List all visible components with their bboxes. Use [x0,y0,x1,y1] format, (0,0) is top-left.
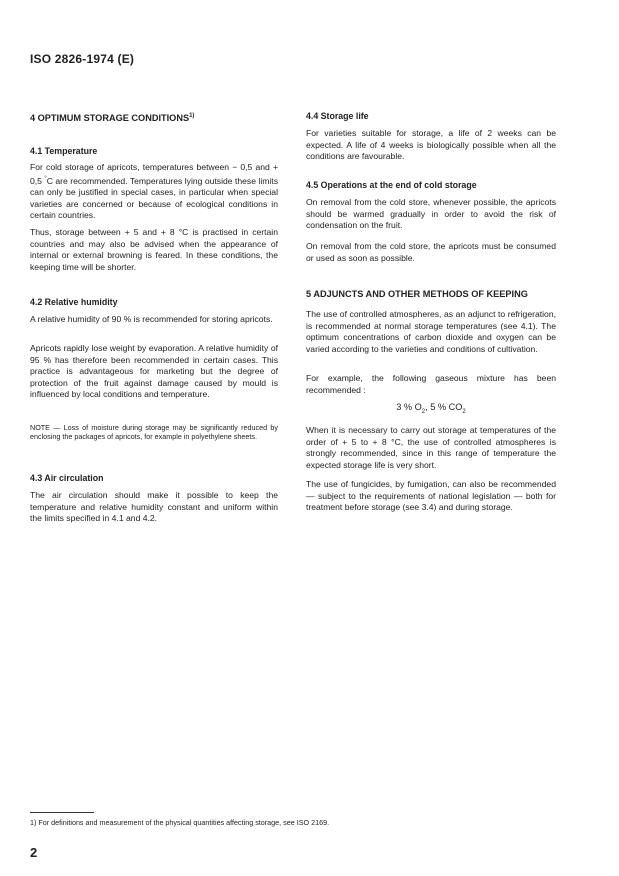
paragraph-4-1-a: For cold storage of apricots, temperatures between − 0,5 and + 0,5 °C are recommended. Temperatures lying outside these limits can only be justified in special cases, in particular when special varieties are concerned or because of ecological conditions in certain countries. [30,162,278,221]
note-4-2: NOTE — Loss of moisture during storage may be significantly reduced by enclosing the packages of apricots, for example in polyethylene sheets. [30,423,278,442]
subsection-4-4-heading: 4.4 Storage life [306,111,369,121]
paragraph-4-5-a: On removal from the cold store, whenever possible, the apricots should be warmed gradually in order to avoid the risk of condensation on the fruit. [306,197,556,231]
paragraph-4-3: The air circulation should make it possible to keep the temperature and relative humidity constant and uniform within the limits specified in 4.1 and 4.2. [30,490,278,524]
paragraph-4-2-a: A relative humidity of 90 % is recommended for storing apricots. [30,314,273,324]
subsection-4-3-heading: 4.3 Air circulation [30,473,104,483]
section-4-heading: 4 OPTIMUM STORAGE CONDITIONS$^{1)}$ [30,113,195,124]
footnote-divider [30,812,94,813]
paragraph-5-c: When it is necessary to carry out storage at temperatures of the order of + 5 to + 8 °C, the use of controlled atmospheres is strongly recommended, since in this range of temperature the expected storage life is very short. [306,425,556,470]
paragraph-4-5-b: On removal from the cold store, the apricots must be consumed or used as soon as possible. [306,241,556,263]
footnote-ref: 1) [189,113,195,119]
document-header: ISO 2826-1974 (E) [30,52,135,66]
paragraph-4-1-b: Thus, storage between + 5 and + 8 °C is practised in certain countries and may also be advised when the appearance of internal or external browning is feared. In these conditions, the keeping time will be shorter. [30,227,278,272]
subsection-4-2-heading: 4.2 Relative humidity [30,297,118,307]
paragraph-5-b: For example, the following gaseous mixture has been recommended : [306,373,556,395]
subsection-4-1-heading: 4.1 Temperature [30,146,98,156]
gas-mixture-formula: 3 % $O_2$, 5 % $CO_2$ [396,402,466,415]
section-5-heading: 5 ADJUNCTS AND OTHER METHODS OF KEEPING [306,289,528,299]
paragraph-5-d: The use of fungicides, by fumigation, can also be recommended — subject to the requirements of national legislation — both for treatment before storage (see 3.4) and during storage. [306,479,556,513]
paragraph-4-4: For varieties suitable for storage, a life of 2 weeks can be expected. A life of 4 weeks is biologically possible when all the conditions are favourable. [306,128,556,162]
paragraph-4-2-b: Apricots rapidly lose weight by evaporation. A relative humidity of 95 % has therefore been recommended in certain cases. This practice is advantageous for marketing but the degree of protection of the fruit against damage caused by mould is influenced by local conditions and temperature. [30,343,278,400]
page-number: 2 [30,845,38,860]
footnote: 1) For definitions and measurement of the physical quantities affecting storage, see ISO 2169. [30,818,330,827]
paragraph-5-a: The use of controlled atmospheres, as an adjunct to refrigeration, is recommended at normal storage temperatures (see 4.1). The optimum concentrations of carbon dioxide and oxygen can be varied according to the varieties and conditions of cultivation. [306,309,556,354]
subsection-4-5-heading: 4.5 Operations at the end of cold storage [306,180,477,190]
